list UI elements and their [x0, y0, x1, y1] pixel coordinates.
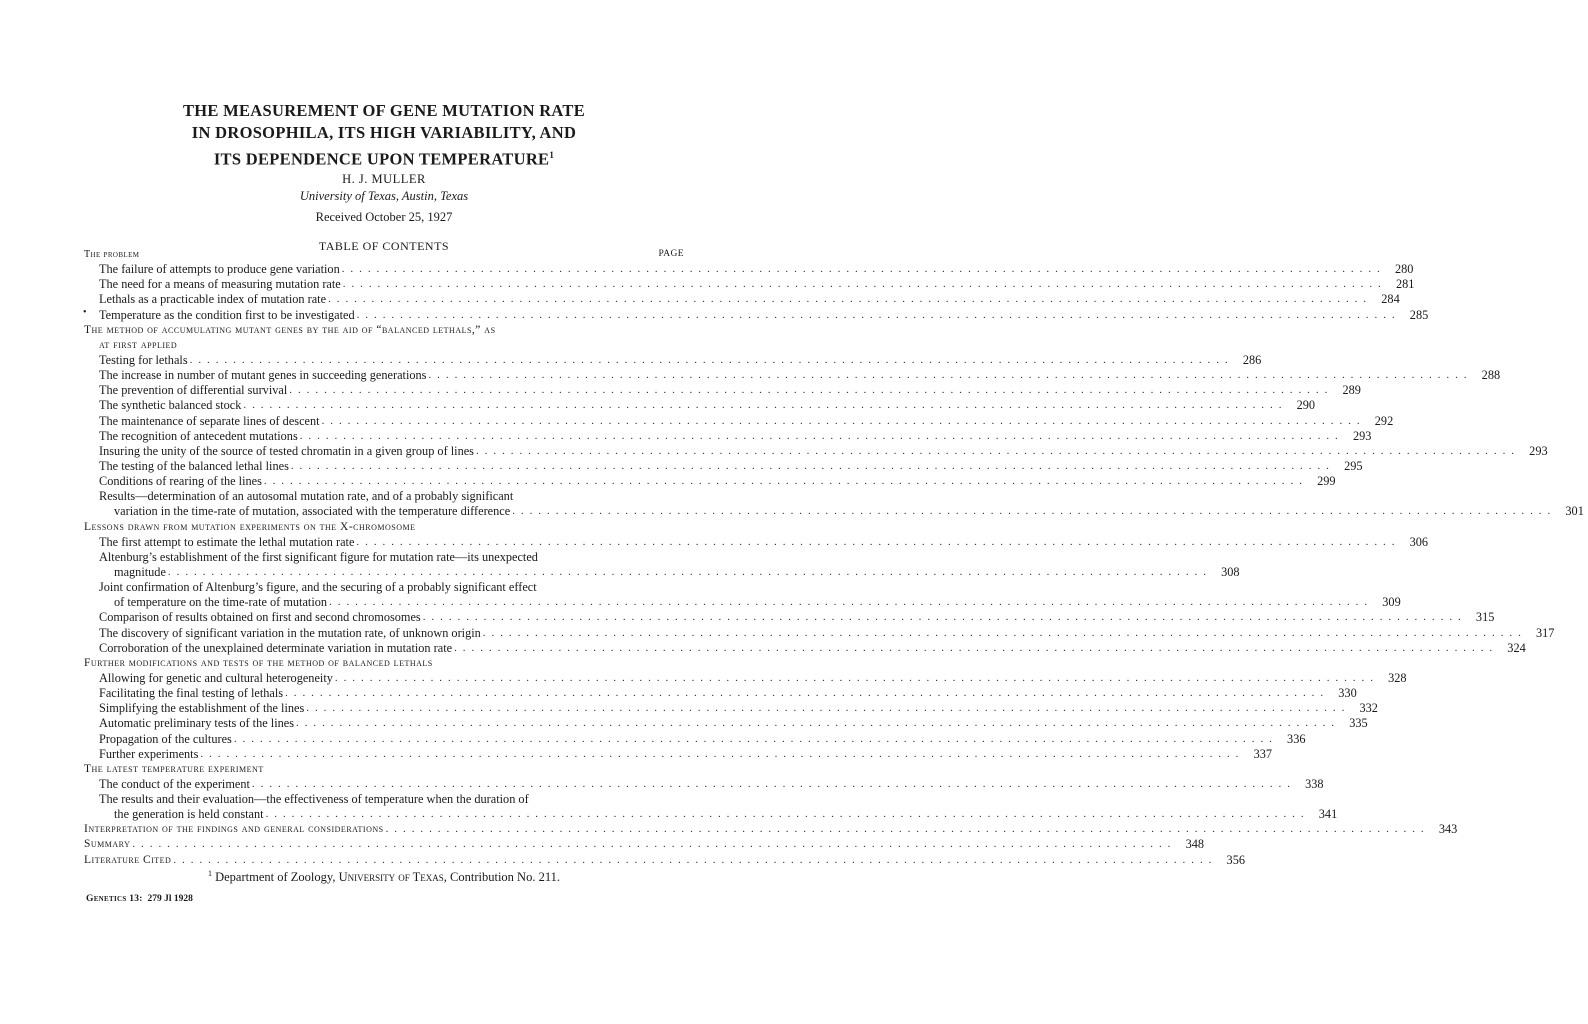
toc-leader-dots: . . . . . . . . . . . . . . . . . . . . . . . . . . . . . . . . . . . . . . . . . . . . . . . . . . . . . . . . . . . . . . . . . . . . . . . . . . . . . . . . . . . . . . . . . . . . . . . . . . . . . . . . . . . . . . . . . . . . . . . .: [289, 384, 1329, 397]
toc-page-number: 338: [1305, 776, 1324, 791]
toc-entry-title: Automatic preliminary tests of the lines: [99, 716, 294, 731]
toc-entry-title: Joint confirmation of Altenburg’s figure, and the securing of a probably significant effect: [99, 580, 537, 595]
toc-entry-title: at first applied: [99, 338, 178, 351]
toc-leader-dots: . . . . . . . . . . . . . . . . . . . . . . . . . . . . . . . . . . . . . . . . . . . . . . . . . . . . . . . . . . . . . . . . . . . . . . . . . . . . . . . . . . . . . . . . . . . . . . . . . . . . . . . . . . . . . . . . . . . . . . . .: [385, 823, 1426, 836]
toc-leader-dots: . . . . . . . . . . . . . . . . . . . . . . . . . . . . . . . . . . . . . . . . . . . . . . . . . . . . . . . . . . . . . . . . . . . . . . . . . . . . . . . . . . . . . . . . . . . . . . . . . . . . . . . . . . . . . . . . . . . . . . . .: [167, 565, 1208, 578]
toc-entry-title: Further experiments: [99, 746, 199, 761]
toc-row: [84, 428, 1372, 444]
toc-entry-title: The need for a means of measuring mutation rate: [99, 277, 341, 292]
toc-row: [84, 656, 687, 671]
toc-page-number: 335: [1349, 716, 1368, 731]
toc-entry-title: The method of accumulating mutant genes by the aid of “balanced lethals,” as: [84, 323, 496, 336]
margin-bullet-mark: •: [83, 307, 87, 318]
toc-leader-dots: . . . . . . . . . . . . . . . . . . . . . . . . . . . . . . . . . . . . . . . . . . . . . . . . . . . . . . . . . . . . . . . . . . . . . . . . . . . . . . . . . . . . . . . . . . . . . . . . . . . . . . . . . . . . . . . . . . . . . . . .: [132, 838, 1173, 851]
toc-page-number: 293: [1352, 428, 1372, 443]
toc-row: [84, 852, 1245, 867]
toc-row: [84, 716, 1368, 731]
toc-row: [84, 731, 1306, 746]
toc-row: [84, 262, 1414, 277]
toc-section-problem: The problem: [84, 249, 140, 260]
toc-row: [84, 580, 687, 595]
toc-row: [84, 670, 1407, 686]
footnote: [0, 869, 768, 885]
title-line-3: ITS DEPENDENCE UPON TEMPERATURE$^1$: [213, 149, 555, 169]
toc-leader-dots: . . . . . . . . . . . . . . . . . . . . . . . . . . . . . . . . . . . . . . . . . . . . . . . . . . . . . . . . . . . . . . . . . . . . . . . . . . . . . . . . . . . . . . . . . . . . . . . . . . . . . . . . . . . . . . . . . . . . . . . .: [251, 777, 1292, 790]
toc-entry-title: the generation is held constant: [114, 807, 264, 822]
toc-row: [84, 776, 1324, 792]
toc-leader-dots: . . . . . . . . . . . . . . . . . . . . . . . . . . . . . . . . . . . . . . . . . . . . . . . . . . . . . . . . . . . . . . . . . . . . . . . . . . . . . . . . . . . . . . . . . . . . . . . . . . . . . . . . . . . . . . . . . . . . . . . .: [512, 505, 1552, 518]
toc-entry-title: Simplifying the establishment of the lines: [99, 701, 305, 716]
toc-leader-dots: . . . . . . . . . . . . . . . . . . . . . . . . . . . . . . . . . . . . . . . . . . . . . . . . . . . . . . . . . . . . . . . . . . . . . . . . . . . . . . . . . . . . . . . . . . . . . . . . . . . . . . . . . . . . . . . . . . . . . . . .: [342, 278, 1383, 291]
title-line-2: IN DROSOPHILA, ITS HIGH VARIABILITY, AND: [191, 123, 577, 142]
toc-page-number: 301: [1565, 504, 1584, 519]
toc-leader-dots: . . . . . . . . . . . . . . . . . . . . . . . . . . . . . . . . . . . . . . . . . . . . . . . . . . . . . . . . . . . . . . . . . . . . . . . . . . . . . . . . . . . . . . . . . . . . . . . . . . . . . . . . . . . . . . . . . . . . . . . .: [356, 308, 1397, 321]
toc-leader-dots: . . . . . . . . . . . . . . . . . . . . . . . . . . . . . . . . . . . . . . . . . . . . . . . . . . . . . . . . . . . . . . . . . . . . . . . . . . . . . . . . . . . . . . . . . . . . . . . . . . . . . . . . . . . . . . . . . . . . . . . .: [290, 459, 1331, 472]
toc-row: [84, 323, 687, 338]
toc-entry-title: of temperature on the time-rate of mutation: [114, 595, 328, 610]
toc-leader-dots: . . . . . . . . . . . . . . . . . . . . . . . . . . . . . . . . . . . . . . . . . . . . . . . . . . . . . . . . . . . . . . . . . . . . . . . . . . . . . . . . . . . . . . . . . . . . . . . . . . . . . . . . . . . . . . . . . . . . . . . .: [428, 369, 1469, 382]
toc-entry-title: The first attempt to estimate the lethal mutation rate: [99, 534, 355, 549]
toc-page-number: 337: [1253, 746, 1273, 761]
author-affiliation: University of Texas, Austin, Texas: [299, 189, 469, 203]
toc-page-number: 309: [1382, 595, 1401, 610]
toc-entry-title: The discovery of significant variation in the mutation rate, of unknown origin: [99, 625, 481, 640]
toc-page-number: 289: [1342, 383, 1361, 398]
toc-row: [84, 413, 1394, 428]
toc-entry-title: The increase in number of mutant genes in succeeding generations: [99, 368, 427, 383]
toc-row: [84, 534, 1429, 550]
title-footnote-mark: 1: [549, 150, 555, 160]
toc-page-number: 284: [1381, 292, 1400, 307]
toc-entry-title: Further modifications and tests of the method of balanced lethals: [84, 656, 433, 669]
footnote-mark: 1: [207, 869, 212, 878]
toc-leader-dots: . . . . . . . . . . . . . . . . . . . . . . . . . . . . . . . . . . . . . . . . . . . . . . . . . . . . . . . . . . . . . . . . . . . . . . . . . . . . . . . . . . . . . . . . . . . . . . . . . . . . . . . . . . . . . . . . . . . . . . . .: [285, 687, 1325, 700]
toc-entry-title: The latest temperature experiment: [84, 762, 264, 775]
toc-row: [84, 746, 1273, 762]
toc-row: [84, 458, 1363, 474]
toc-page-number: 308: [1221, 564, 1240, 579]
toc-page-number: 293: [1529, 443, 1548, 458]
toc-entry-title: The failure of attempts to produce gene variation: [99, 262, 340, 277]
toc-row: [84, 338, 687, 353]
toc-entry-title: Altenburg’s establishment of the first significant figure for mutation rate—its unexpected: [99, 549, 538, 564]
toc-row: [84, 307, 1429, 322]
toc-row: [84, 383, 1361, 398]
toc-leader-dots: . . . . . . . . . . . . . . . . . . . . . . . . . . . . . . . . . . . . . . . . . . . . . . . . . . . . . . . . . . . . . . . . . . . . . . . . . . . . . . . . . . . . . . . . . . . . . . . . . . . . . . . . . . . . . . . . . . . . . . . .: [263, 475, 1304, 488]
toc-leader-dots: . . . . . . . . . . . . . . . . . . . . . . . . . . . . . . . . . . . . . . . . . . . . . . . . . . . . . . . . . . . . . . . . . . . . . . . . . . . . . . . . . . . . . . . . . . . . . . . . . . . . . . . . . . . . . . . . . . . . . . . .: [299, 429, 1340, 442]
received-date: Received October 25, 1927: [315, 210, 453, 224]
author-name: H. J. MULLER: [342, 172, 426, 186]
toc-page-number: 315: [1475, 610, 1495, 625]
toc-page-number: 336: [1287, 731, 1306, 746]
toc-leader-dots: . . . . . . . . . . . . . . . . . . . . . . . . . . . . . . . . . . . . . . . . . . . . . . . . . . . . . . . . . . . . . . . . . . . . . . . . . . . . . . . . . . . . . . . . . . . . . . . . . . . . . . . . . . . . . . . . . . . . . . . .: [306, 702, 1346, 715]
toc-page-number: 292: [1374, 413, 1394, 428]
title-line-1: THE MEASUREMENT OF GENE MUTATION RATE: [182, 101, 586, 120]
toc-page-number: 288: [1481, 368, 1501, 383]
toc-entry-title: Propagation of the cultures: [99, 731, 232, 746]
toc-entry-title: The maintenance of separate lines of descent: [99, 413, 320, 428]
table-of-contents: [84, 247, 1584, 868]
toc-leader-dots: . . . . . . . . . . . . . . . . . . . . . . . . . . . . . . . . . . . . . . . . . . . . . . . . . . . . . . . . . . . . . . . . . . . . . . . . . . . . . . . . . . . . . . . . . . . . . . . . . . . . . . . . . . . . . . . . . . . . . . . .: [329, 596, 1369, 609]
toc-page-number: 281: [1395, 277, 1415, 292]
toc-page-header: PAGE: [658, 249, 684, 259]
toc-leader-dots: . . . . . . . . . . . . . . . . . . . . . . . . . . . . . . . . . . . . . . . . . . . . . . . . . . . . . . . . . . . . . . . . . . . . . . . . . . . . . . . . . . . . . . . . . . . . . . . . . . . . . . . . . . . . . . . . . . . . . . . .: [233, 732, 1274, 745]
toc-leader-dots: . . . . . . . . . . . . . . . . . . . . . . . . . . . . . . . . . . . . . . . . . . . . . . . . . . . . . . . . . . . . . . . . . . . . . . . . . . . . . . . . . . . . . . . . . . . . . . . . . . . . . . . . . . . . . . . . . . . . . . . .: [321, 414, 1362, 427]
toc-row: [84, 443, 1548, 459]
toc-page-number: 341: [1318, 807, 1338, 822]
toc-row: [84, 368, 1501, 383]
toc-page-number: 286: [1242, 352, 1262, 367]
toc-page-number: 306: [1409, 534, 1429, 549]
toc-entry-title: Temperature as the condition first to be investigated: [99, 307, 355, 322]
toc-row: [84, 625, 1555, 640]
toc-entry-title: Lessons drawn from mutation experiments on the X-chromosome: [84, 520, 416, 533]
toc-leader-dots: . . . . . . . . . . . . . . . . . . . . . . . . . . . . . . . . . . . . . . . . . . . . . . . . . . . . . . . . . . . . . . . . . . . . . . . . . . . . . . . . . . . . . . . . . . . . . . . . . . . . . . . . . . . . . . . . . . . . . . . .: [200, 747, 1241, 760]
toc-entry-title: Summary: [84, 838, 131, 851]
toc-leader-dots: . . . . . . . . . . . . . . . . . . . . . . . . . . . . . . . . . . . . . . . . . . . . . . . . . . . . . . . . . . . . . . . . . . . . . . . . . . . . . . . . . . . . . . . . . . . . . . . . . . . . . . . . . . . . . . . . . . . . . . . .: [296, 717, 1336, 730]
toc-entry-title: Results—determination of an autosomal mutation rate, and of a probably significant: [99, 489, 514, 504]
toc-page-number: 285: [1409, 307, 1429, 322]
journal-name: Genetics 13:: [86, 894, 143, 904]
toc-page-number: 295: [1344, 458, 1363, 473]
toc-rows: [84, 262, 1584, 868]
toc-page-number: 290: [1296, 398, 1316, 413]
toc-leader-dots: . . . . . . . . . . . . . . . . . . . . . . . . . . . . . . . . . . . . . . . . . . . . . . . . . . . . . . . . . . . . . . . . . . . . . . . . . . . . . . . . . . . . . . . . . . . . . . . . . . . . . . . . . . . . . . . . . . . . . . . .: [356, 535, 1397, 548]
toc-leader-dots: . . . . . . . . . . . . . . . . . . . . . . . . . . . . . . . . . . . . . . . . . . . . . . . . . . . . . . . . . . . . . . . . . . . . . . . . . . . . . . . . . . . . . . . . . . . . . . . . . . . . . . . . . . . . . . . . . . . . . . . .: [482, 626, 1523, 639]
toc-row: [84, 352, 1262, 368]
toc-row: [84, 474, 1336, 489]
toc-row: [84, 564, 1240, 580]
toc-row: [84, 550, 687, 565]
toc-leader-dots: . . . . . . . . . . . . . . . . . . . . . . . . . . . . . . . . . . . . . . . . . . . . . . . . . . . . . . . . . . . . . . . . . . . . . . . . . . . . . . . . . . . . . . . . . . . . . . . . . . . . . . . . . . . . . . . . . . . . . . . .: [189, 353, 1230, 366]
toc-page-number: 348: [1185, 837, 1205, 852]
toc-row: [84, 489, 687, 504]
toc-entry-title: Facilitating the final testing of lethals: [99, 686, 284, 701]
toc-entry-title: The prevention of differential survival: [99, 383, 288, 398]
toc-leader-dots: . . . . . . . . . . . . . . . . . . . . . . . . . . . . . . . . . . . . . . . . . . . . . . . . . . . . . . . . . . . . . . . . . . . . . . . . . . . . . . . . . . . . . . . . . . . . . . . . . . . . . . . . . . . . . . . . . . . . . . . .: [328, 293, 1368, 306]
toc-heading: TABLE OF CONTENTS: [318, 239, 450, 253]
toc-page-number: 324: [1507, 640, 1526, 655]
toc-leader-dots: . . . . . . . . . . . . . . . . . . . . . . . . . . . . . . . . . . . . . . . . . . . . . . . . . . . . . . . . . . . . . . . . . . . . . . . . . . . . . . . . . . . . . . . . . . . . . . . . . . . . . . . . . . . . . . . . . . . . . . . .: [243, 399, 1284, 412]
toc-entry-title: Corroboration of the unexplained determinate variation in mutation rate: [99, 640, 453, 655]
toc-row: [84, 504, 1584, 519]
toc-page-number: 332: [1359, 701, 1378, 716]
journal-citation: 279 Jl 1928: [147, 894, 193, 904]
toc-leader-dots: . . . . . . . . . . . . . . . . . . . . . . . . . . . . . . . . . . . . . . . . . . . . . . . . . . . . . . . . . . . . . . . . . . . . . . . . . . . . . . . . . . . . . . . . . . . . . . . . . . . . . . . . . . . . . . . . . . . . . . . .: [334, 671, 1375, 684]
toc-entry-title: The conduct of the experiment: [99, 776, 250, 791]
toc-entry-title: Insuring the unity of the source of tested chromatin in a given group of lines: [99, 443, 474, 458]
toc-page-number: 356: [1226, 852, 1245, 867]
toc-leader-dots: . . . . . . . . . . . . . . . . . . . . . . . . . . . . . . . . . . . . . . . . . . . . . . . . . . . . . . . . . . . . . . . . . . . . . . . . . . . . . . . . . . . . . . . . . . . . . . . . . . . . . . . . . . . . . . . . . . . . . . . .: [422, 611, 1463, 624]
toc-page-number: 299: [1317, 474, 1336, 489]
toc-page-number: 330: [1338, 686, 1357, 701]
toc-entry-title: Literature Cited: [84, 853, 172, 866]
toc-entry-title: Lethals as a practicable index of mutation rate: [99, 292, 327, 307]
toc-row: [84, 837, 1205, 852]
toc-row: [84, 610, 1495, 625]
toc-leader-dots: . . . . . . . . . . . . . . . . . . . . . . . . . . . . . . . . . . . . . . . . . . . . . . . . . . . . . . . . . . . . . . . . . . . . . . . . . . . . . . . . . . . . . . . . . . . . . . . . . . . . . . . . . . . . . . . . . . . . . . . .: [475, 444, 1516, 457]
toc-row: [84, 292, 1400, 307]
footnote-text-caps: University of Texas: [338, 870, 444, 885]
toc-row: [84, 640, 1526, 656]
journal-footer: [86, 894, 193, 904]
toc-row: [84, 398, 1316, 413]
toc-entry-title: variation in the time-rate of mutation, associated with the temperature difference: [114, 504, 511, 519]
toc-leader-dots: . . . . . . . . . . . . . . . . . . . . . . . . . . . . . . . . . . . . . . . . . . . . . . . . . . . . . . . . . . . . . . . . . . . . . . . . . . . . . . . . . . . . . . . . . . . . . . . . . . . . . . . . . . . . . . . . . . . . . . . .: [454, 641, 1494, 654]
toc-entry-title: The synthetic balanced stock: [99, 398, 242, 413]
toc-entry-title: The recognition of antecedent mutations: [99, 428, 298, 443]
toc-entry-title: Conditions of rearing of the lines: [99, 474, 262, 489]
toc-page-number: 328: [1388, 670, 1407, 685]
toc-entry-title: magnitude: [114, 564, 166, 579]
toc-row: [84, 822, 1458, 837]
toc-page-number: 317: [1536, 625, 1555, 640]
toc-row: [84, 762, 687, 777]
toc-entry-title: The results and their evaluation—the effectiveness of temperature when the duration of: [99, 792, 529, 807]
toc-row: [84, 701, 1378, 716]
toc-entry-title: Interpretation of the findings and general considerations: [84, 823, 384, 836]
toc-entry-title: Testing for lethals: [99, 352, 188, 367]
footnote-text-prefix: Department of Zoology,: [215, 870, 339, 885]
toc-page-number: 280: [1394, 262, 1414, 277]
toc-row: [84, 686, 1357, 701]
toc-row: [84, 277, 1415, 292]
toc-page-number: 343: [1438, 822, 1458, 837]
toc-entry-title: The testing of the balanced lethal lines: [99, 458, 289, 473]
toc-leader-dots: . . . . . . . . . . . . . . . . . . . . . . . . . . . . . . . . . . . . . . . . . . . . . . . . . . . . . . . . . . . . . . . . . . . . . . . . . . . . . . . . . . . . . . . . . . . . . . . . . . . . . . . . . . . . . . . . . . . . . . . .: [173, 853, 1213, 866]
toc-entry-title: Comparison of results obtained on first and second chromosomes: [99, 610, 421, 625]
toc-leader-dots: . . . . . . . . . . . . . . . . . . . . . . . . . . . . . . . . . . . . . . . . . . . . . . . . . . . . . . . . . . . . . . . . . . . . . . . . . . . . . . . . . . . . . . . . . . . . . . . . . . . . . . . . . . . . . . . . . . . . . . . .: [341, 263, 1382, 276]
toc-leader-dots: . . . . . . . . . . . . . . . . . . . . . . . . . . . . . . . . . . . . . . . . . . . . . . . . . . . . . . . . . . . . . . . . . . . . . . . . . . . . . . . . . . . . . . . . . . . . . . . . . . . . . . . . . . . . . . . . . . . . . . . .: [265, 808, 1306, 821]
toc-header-row: [84, 247, 687, 262]
toc-row: [84, 807, 1338, 822]
toc-row: [84, 519, 687, 534]
footnote-text-suffix: , Contribution No. 211.: [443, 870, 560, 885]
toc-entry-title: Allowing for genetic and cultural heterogeneity: [99, 670, 333, 685]
toc-row: [84, 595, 1401, 610]
toc-row: [84, 792, 687, 807]
paper-title: [0, 100, 768, 171]
